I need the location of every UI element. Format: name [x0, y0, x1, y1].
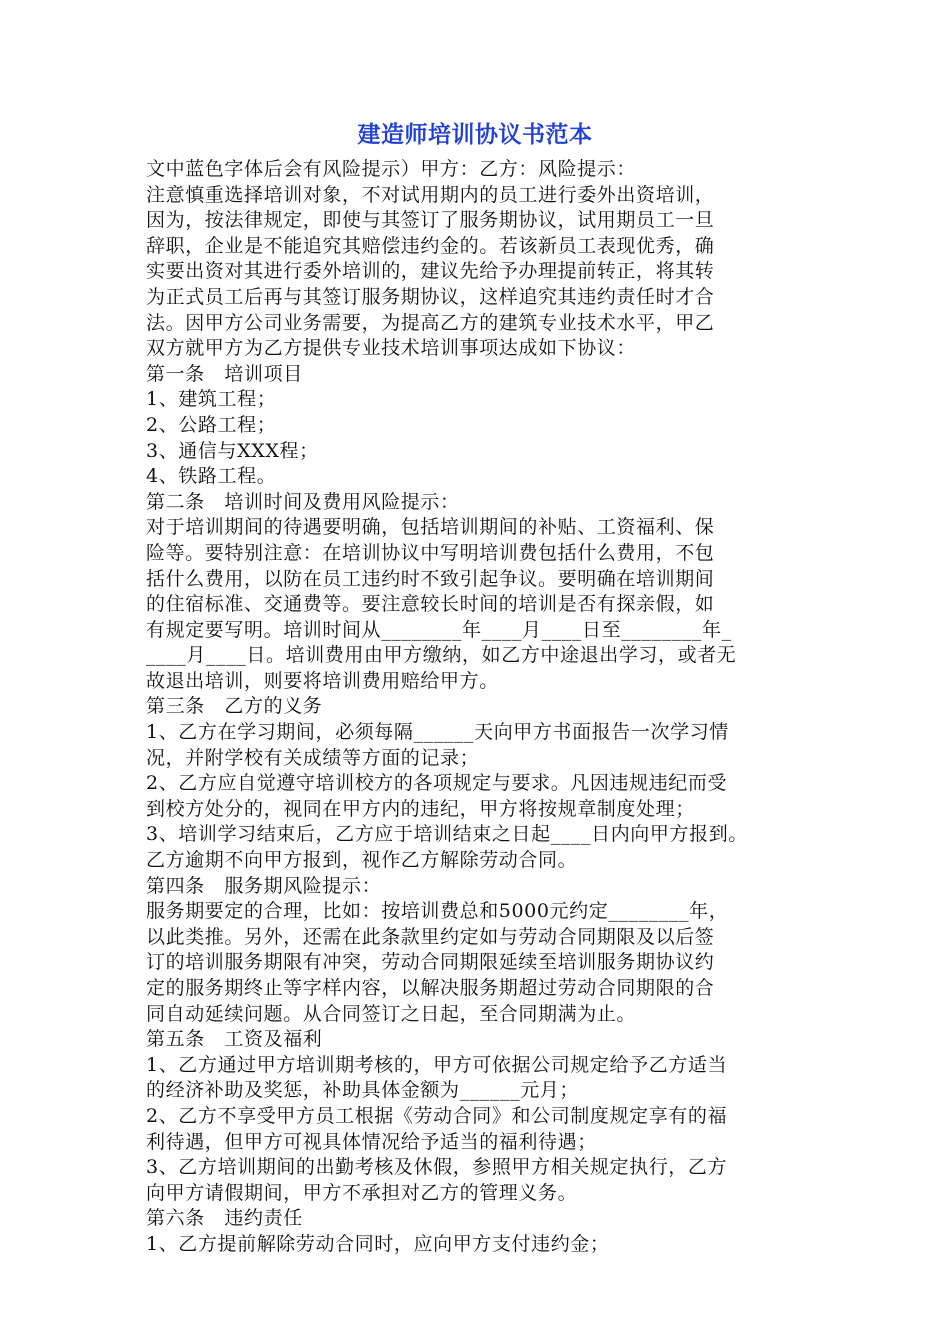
body-line: 3、通信与XXX程；: [146, 439, 319, 462]
body-line: 1、乙方提前解除劳动合同时，应向甲方支付违约金；: [146, 1232, 610, 1255]
body-line: 第一条 培训项目: [146, 362, 303, 385]
body-line: 到校方处分的，视同在甲方内的违纪，甲方将按规章制度处理；: [146, 797, 695, 820]
body-line: 利待遇，但甲方可视具体情况给予适当的福利待遇；: [146, 1130, 597, 1153]
body-line: 乙方逾期不向甲方报到，视作乙方解除劳动合同。: [146, 849, 578, 872]
body-line: 以此类推。另外，还需在此条款里约定如与劳动合同期限及以后签: [146, 925, 715, 948]
body-line: 2、乙方应自觉遵守培训校方的各项规定与要求。凡因违规违纪而受: [146, 772, 728, 795]
body-line: 实要出资对其进行委外培训的，建议先给予办理提前转正，将其转: [146, 260, 715, 283]
body-line: 有规定要写明。培训时间从________年____月____日至________年_: [146, 618, 732, 641]
body-line: 4、铁路工程。: [146, 465, 277, 488]
body-line: 第四条 服务期风险提示：: [146, 874, 382, 897]
body-line: 订的培训服务期限有冲突，劳动合同期限延续至培训服务期协议约: [146, 951, 715, 974]
body-line: 法。因甲方公司业务需要，为提高乙方的建筑专业技术水平，甲乙: [146, 311, 715, 334]
body-line: 1、乙方通过甲方培训期考核的，甲方可依据公司规定给予乙方适当: [146, 1053, 728, 1076]
body-line: 因为，按法律规定，即使与其签订了服务期协议，试用期员工一旦: [146, 209, 715, 232]
body-line: 服务期要定的合理，比如：按培训费总和5000元约定________年，: [146, 900, 729, 923]
body-line: 1、乙方在学习期间，必须每隔______天向甲方书面报告一次学习情: [146, 721, 729, 744]
body-line: 为正式员工后再与其签订服务期协议，这样追究其违约责任时才合: [146, 285, 715, 308]
document-body: [146, 157, 822, 1258]
body-line: 定的服务期终止等字样内容，以解决服务期超过劳动合同期限的合: [146, 977, 715, 999]
body-line: 辞职，企业是不能追究其赔偿违约金的。若该新员工表现优秀，确: [146, 234, 715, 257]
body-line: 况，并附学校有关成绩等方面的记录；: [146, 746, 480, 769]
body-line: 双方就甲方为乙方提供专业技术培训事项达成如下协议：: [146, 337, 637, 360]
body-line: 文中蓝色字体后会有风险提示）甲方：乙方：风险提示：: [146, 158, 637, 180]
body-line: 故退出培训，则要将培训费用赔给甲方。: [146, 669, 499, 692]
body-line: 第五条 工资及福利: [146, 1028, 323, 1051]
body-line: 第六条 违约责任: [146, 1207, 303, 1230]
body-line: 括什么费用，以防在员工违约时不致引起争议。要明确在培训期间: [146, 567, 715, 590]
body-line: 第二条 培训时间及费用风险提示：: [146, 490, 460, 513]
body-line: 同自动延续问题。从合同签订之日起，至合同期满为止。: [146, 1002, 637, 1025]
body-line: 注意慎重选择培训对象，不对试用期内的员工进行委外出资培训，: [146, 183, 715, 206]
body-line: 的经济补助及奖惩，补助具体金额为______元月；: [146, 1079, 580, 1102]
body-line: 2、乙方不享受甲方员工根据《劳动合同》和公司制度规定享有的福: [146, 1104, 728, 1127]
document-title: 建造师培训协议书范本: [357, 122, 593, 148]
body-line: 第三条 乙方的义务: [146, 695, 323, 718]
body-line: 1、建筑工程；: [146, 388, 277, 411]
body-line: 的住宿标准、交通费等。要注意较长时间的培训是否有探亲假，如: [146, 593, 715, 616]
body-line: 对于培训期间的待遇要明确，包括培训期间的补贴、工资福利、保: [146, 516, 715, 539]
body-line: 3、乙方培训期间的出勤考核及休假，参照甲方相关规定执行，乙方: [146, 1156, 728, 1179]
body-line: 险等。要特别注意：在培训协议中写明培训费包括什么费用，不包: [146, 541, 715, 564]
body-line: ____月____日。培训费用由甲方缴纳，如乙方中途退出学习，或者无: [146, 644, 737, 667]
body-line: 2、公路工程；: [146, 413, 277, 436]
body-line: 3、培训学习结束后，乙方应于培训结束之日起____日内向甲方报到。: [146, 823, 748, 846]
body-line: 向甲方请假期间，甲方不承担对乙方的管理义务。: [146, 1181, 578, 1204]
